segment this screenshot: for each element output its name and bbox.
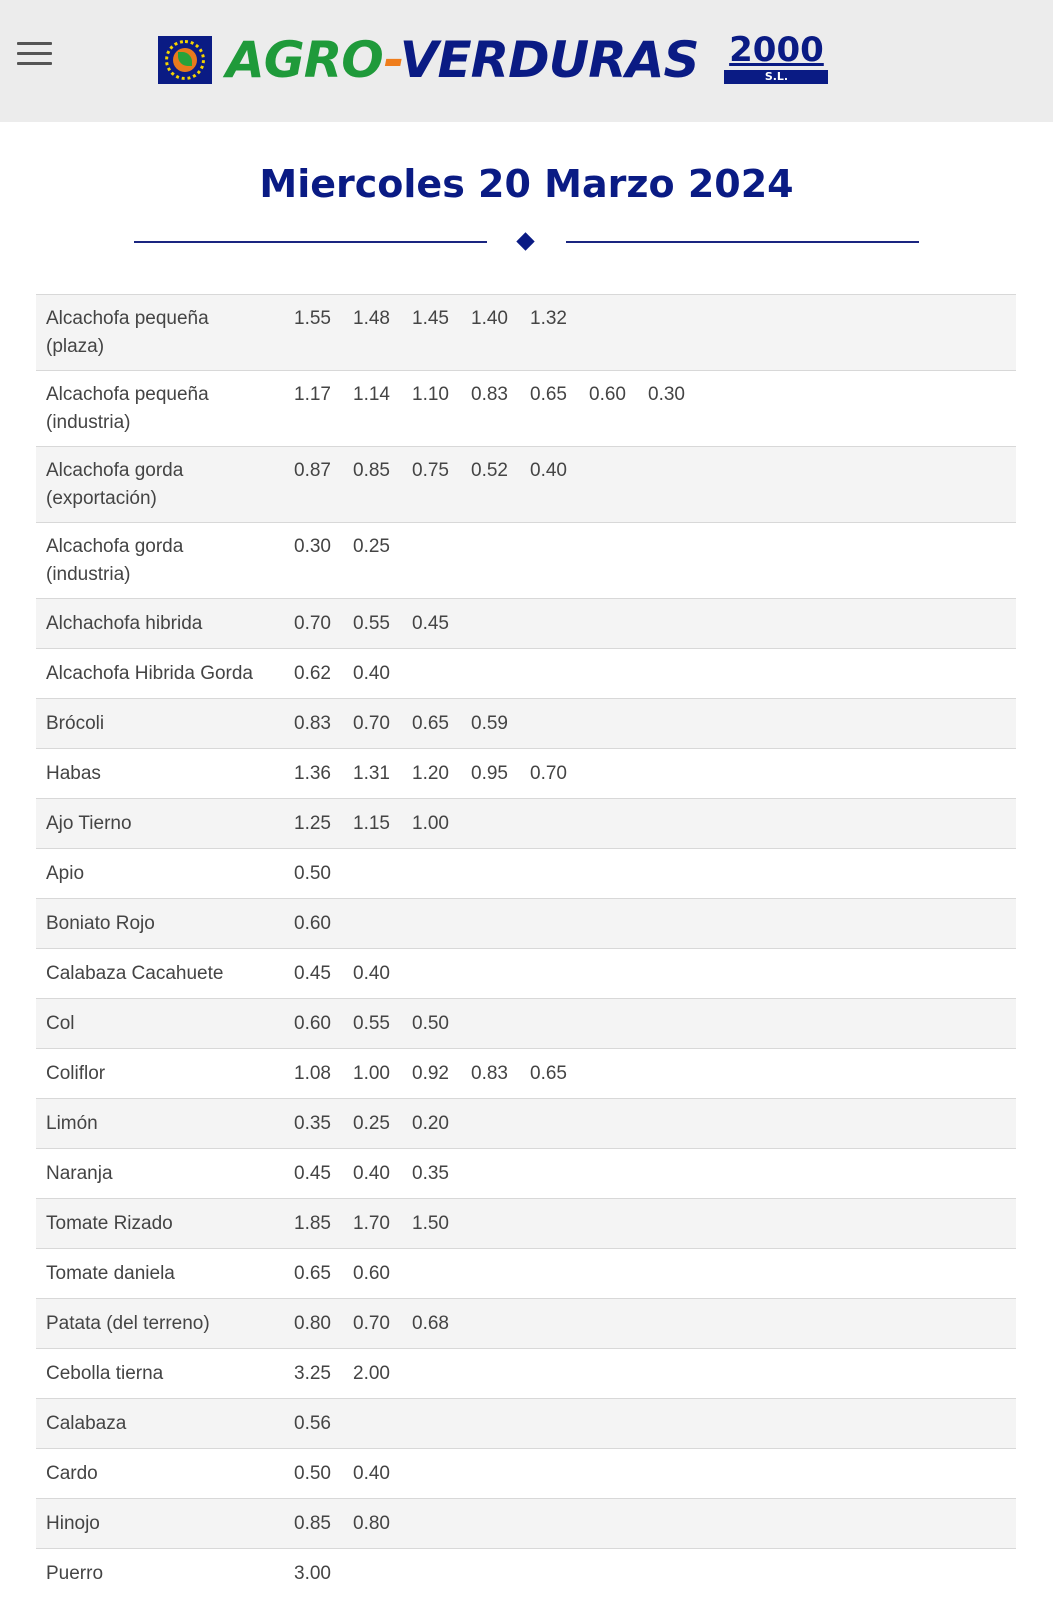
product-name [36, 1049, 294, 1099]
price-value: 0.60 [294, 913, 331, 934]
product-name [36, 1349, 294, 1399]
price-value: 3.00 [294, 1563, 331, 1584]
page-title: Miercoles 20 Marzo 2024 [259, 162, 794, 206]
product-name-line: Brócoli [46, 713, 105, 734]
logo-emblem-icon [158, 36, 212, 84]
table-row [36, 1099, 1016, 1149]
product-prices [294, 1549, 1016, 1599]
price-value: 0.80 [353, 1513, 390, 1534]
price-value: 0.70 [353, 1313, 390, 1334]
table-row [36, 749, 1016, 799]
table-row [36, 649, 1016, 699]
table-row [36, 1299, 1016, 1349]
price-value: 1.00 [353, 1063, 390, 1084]
table-row [36, 699, 1016, 749]
price-value: 0.65 [530, 384, 567, 405]
price-value: 1.10 [412, 384, 449, 405]
price-value: 0.20 [412, 1113, 449, 1134]
price-value: 0.50 [294, 1463, 331, 1484]
product-name-line: Alcachofa pequeña [46, 308, 209, 329]
product-prices [294, 523, 1016, 599]
product-prices [294, 1149, 1016, 1199]
product-prices [294, 1299, 1016, 1349]
price-value: 0.40 [530, 460, 567, 481]
product-name-line: (industria) [46, 564, 131, 585]
table-row [36, 447, 1016, 523]
price-value: 0.68 [412, 1313, 449, 1334]
product-prices [294, 1449, 1016, 1499]
price-value: 0.25 [353, 1113, 390, 1134]
product-name-line: (industria) [46, 412, 131, 433]
price-value: 0.30 [294, 536, 331, 557]
table-row [36, 999, 1016, 1049]
table-row [36, 1449, 1016, 1499]
product-prices [294, 1249, 1016, 1299]
price-value: 0.70 [353, 713, 390, 734]
price-value: 0.40 [353, 1163, 390, 1184]
price-value: 0.56 [294, 1413, 331, 1434]
product-prices [294, 1349, 1016, 1399]
price-value: 0.95 [471, 763, 508, 784]
price-value: 0.59 [471, 713, 508, 734]
product-name [36, 699, 294, 749]
price-value: 0.45 [294, 1163, 331, 1184]
product-name [36, 1449, 294, 1499]
price-value: 3.25 [294, 1363, 331, 1384]
price-value: 1.17 [294, 384, 331, 405]
product-name [36, 999, 294, 1049]
price-value: 0.85 [353, 460, 390, 481]
price-value: 0.60 [589, 384, 626, 405]
product-name [36, 523, 294, 599]
product-name [36, 649, 294, 699]
price-value: 0.80 [294, 1313, 331, 1334]
table-row [36, 899, 1016, 949]
product-prices [294, 749, 1016, 799]
price-value: 0.70 [530, 763, 567, 784]
product-prices [294, 1399, 1016, 1449]
product-prices [294, 295, 1016, 371]
price-value: 1.55 [294, 308, 331, 329]
table-row [36, 1149, 1016, 1199]
price-value: 0.40 [353, 663, 390, 684]
table-row [36, 1549, 1016, 1599]
product-name-line: Alchachofa hibrida [46, 613, 203, 634]
product-name-line: Alcachofa pequeña [46, 384, 209, 405]
price-value: 0.40 [353, 1463, 390, 1484]
price-value: 0.65 [412, 713, 449, 734]
price-value: 0.35 [412, 1163, 449, 1184]
product-prices [294, 1199, 1016, 1249]
title-divider-right [566, 241, 919, 243]
price-value: 1.50 [412, 1213, 449, 1234]
price-value: 0.70 [294, 613, 331, 634]
price-value: 1.15 [353, 813, 390, 834]
hamburger-menu-icon[interactable] [17, 42, 53, 68]
price-value: 0.50 [294, 863, 331, 884]
product-name-line: Tomate Rizado [46, 1213, 173, 1234]
price-value: 0.83 [294, 713, 331, 734]
product-name [36, 849, 294, 899]
price-value: 0.65 [294, 1263, 331, 1284]
product-name-line: Ajo Tierno [46, 813, 132, 834]
product-name [36, 599, 294, 649]
table-row [36, 1349, 1016, 1399]
price-value: 0.85 [294, 1513, 331, 1534]
diamond-icon [516, 232, 534, 250]
product-name-line: Alcachofa gorda [46, 536, 184, 557]
product-name [36, 1299, 294, 1349]
product-name [36, 1499, 294, 1549]
price-value: 0.35 [294, 1113, 331, 1134]
price-value: 0.55 [353, 1013, 390, 1034]
price-value: 1.14 [353, 384, 390, 405]
price-value: 0.62 [294, 663, 331, 684]
table-row [36, 799, 1016, 849]
product-name-line: Cebolla tierna [46, 1363, 164, 1384]
price-value: 1.20 [412, 763, 449, 784]
table-row [36, 849, 1016, 899]
product-name-line: Tomate daniela [46, 1263, 175, 1284]
product-name-line: Calabaza Cacahuete [46, 963, 224, 984]
price-value: 1.08 [294, 1063, 331, 1084]
product-prices [294, 649, 1016, 699]
price-value: 0.52 [471, 460, 508, 481]
title-divider-left [134, 241, 487, 243]
price-value: 0.40 [353, 963, 390, 984]
product-prices [294, 699, 1016, 749]
table-row [36, 1049, 1016, 1099]
price-value: 1.36 [294, 763, 331, 784]
product-name [36, 1549, 294, 1599]
product-name-line: (plaza) [46, 336, 105, 357]
product-name [36, 1099, 294, 1149]
product-name [36, 949, 294, 999]
product-prices [294, 1099, 1016, 1149]
product-name-line: Boniato Rojo [46, 913, 155, 934]
product-prices [294, 899, 1016, 949]
product-name [36, 1149, 294, 1199]
product-name [36, 899, 294, 949]
product-name-line: Coliflor [46, 1063, 106, 1084]
site-logo[interactable] [158, 30, 898, 90]
product-prices [294, 849, 1016, 899]
table-row [36, 1249, 1016, 1299]
table-row [36, 1199, 1016, 1249]
table-row [36, 1499, 1016, 1549]
price-value: 0.60 [353, 1263, 390, 1284]
product-prices [294, 1049, 1016, 1099]
price-value: 0.25 [353, 536, 390, 557]
price-value: 1.32 [530, 308, 567, 329]
table-row [36, 295, 1016, 371]
table-row [36, 371, 1016, 447]
product-name [36, 749, 294, 799]
product-name [36, 295, 294, 371]
product-name [36, 1399, 294, 1449]
table-row [36, 949, 1016, 999]
product-name-line: Habas [46, 763, 101, 784]
product-prices [294, 799, 1016, 849]
product-name-line: Calabaza [46, 1413, 127, 1434]
price-value: 0.60 [294, 1013, 331, 1034]
product-name-line: Col [46, 1013, 75, 1034]
price-value: 0.45 [294, 963, 331, 984]
price-value: 1.31 [353, 763, 390, 784]
site-header [0, 0, 1053, 122]
product-prices [294, 949, 1016, 999]
product-name-line: Limón [46, 1113, 98, 1134]
product-prices [294, 447, 1016, 523]
product-name-line: (exportación) [46, 488, 157, 509]
product-name-line: Naranja [46, 1163, 113, 1184]
price-value: 0.30 [648, 384, 685, 405]
product-name-line: Puerro [46, 1563, 104, 1584]
product-name [36, 371, 294, 447]
price-value: 1.25 [294, 813, 331, 834]
product-name-line: Cardo [46, 1463, 98, 1484]
price-value: 1.00 [412, 813, 449, 834]
product-prices [294, 1499, 1016, 1549]
product-name-line: Alcachofa Hibrida Gorda [46, 663, 253, 684]
price-value: 0.65 [530, 1063, 567, 1084]
price-value: 1.48 [353, 308, 390, 329]
price-table [36, 294, 1016, 1598]
price-value: 0.55 [353, 613, 390, 634]
logo-year-badge: 2000 S.L. [724, 36, 828, 84]
product-name-line: Hinojo [46, 1513, 100, 1534]
table-row [36, 1399, 1016, 1449]
price-value: 0.83 [471, 384, 508, 405]
product-name-line: Apio [46, 863, 85, 884]
product-name-line: Patata (del terreno) [46, 1313, 210, 1334]
price-value: 0.45 [412, 613, 449, 634]
price-value: 0.75 [412, 460, 449, 481]
product-name [36, 1199, 294, 1249]
product-prices [294, 371, 1016, 447]
price-value: 0.92 [412, 1063, 449, 1084]
product-name-line: Alcachofa gorda [46, 460, 184, 481]
price-value: 1.85 [294, 1213, 331, 1234]
product-prices [294, 599, 1016, 649]
product-prices [294, 999, 1016, 1049]
logo-wordmark: AGRO-VERDURAS [226, 31, 699, 89]
price-value: 1.70 [353, 1213, 390, 1234]
price-value: 0.50 [412, 1013, 449, 1034]
table-row [36, 523, 1016, 599]
price-value: 2.00 [353, 1363, 390, 1384]
product-name [36, 447, 294, 523]
table-row [36, 599, 1016, 649]
price-value: 1.40 [471, 308, 508, 329]
product-name [36, 1249, 294, 1299]
price-value: 0.87 [294, 460, 331, 481]
price-value: 0.83 [471, 1063, 508, 1084]
product-name [36, 799, 294, 849]
price-value: 1.45 [412, 308, 449, 329]
